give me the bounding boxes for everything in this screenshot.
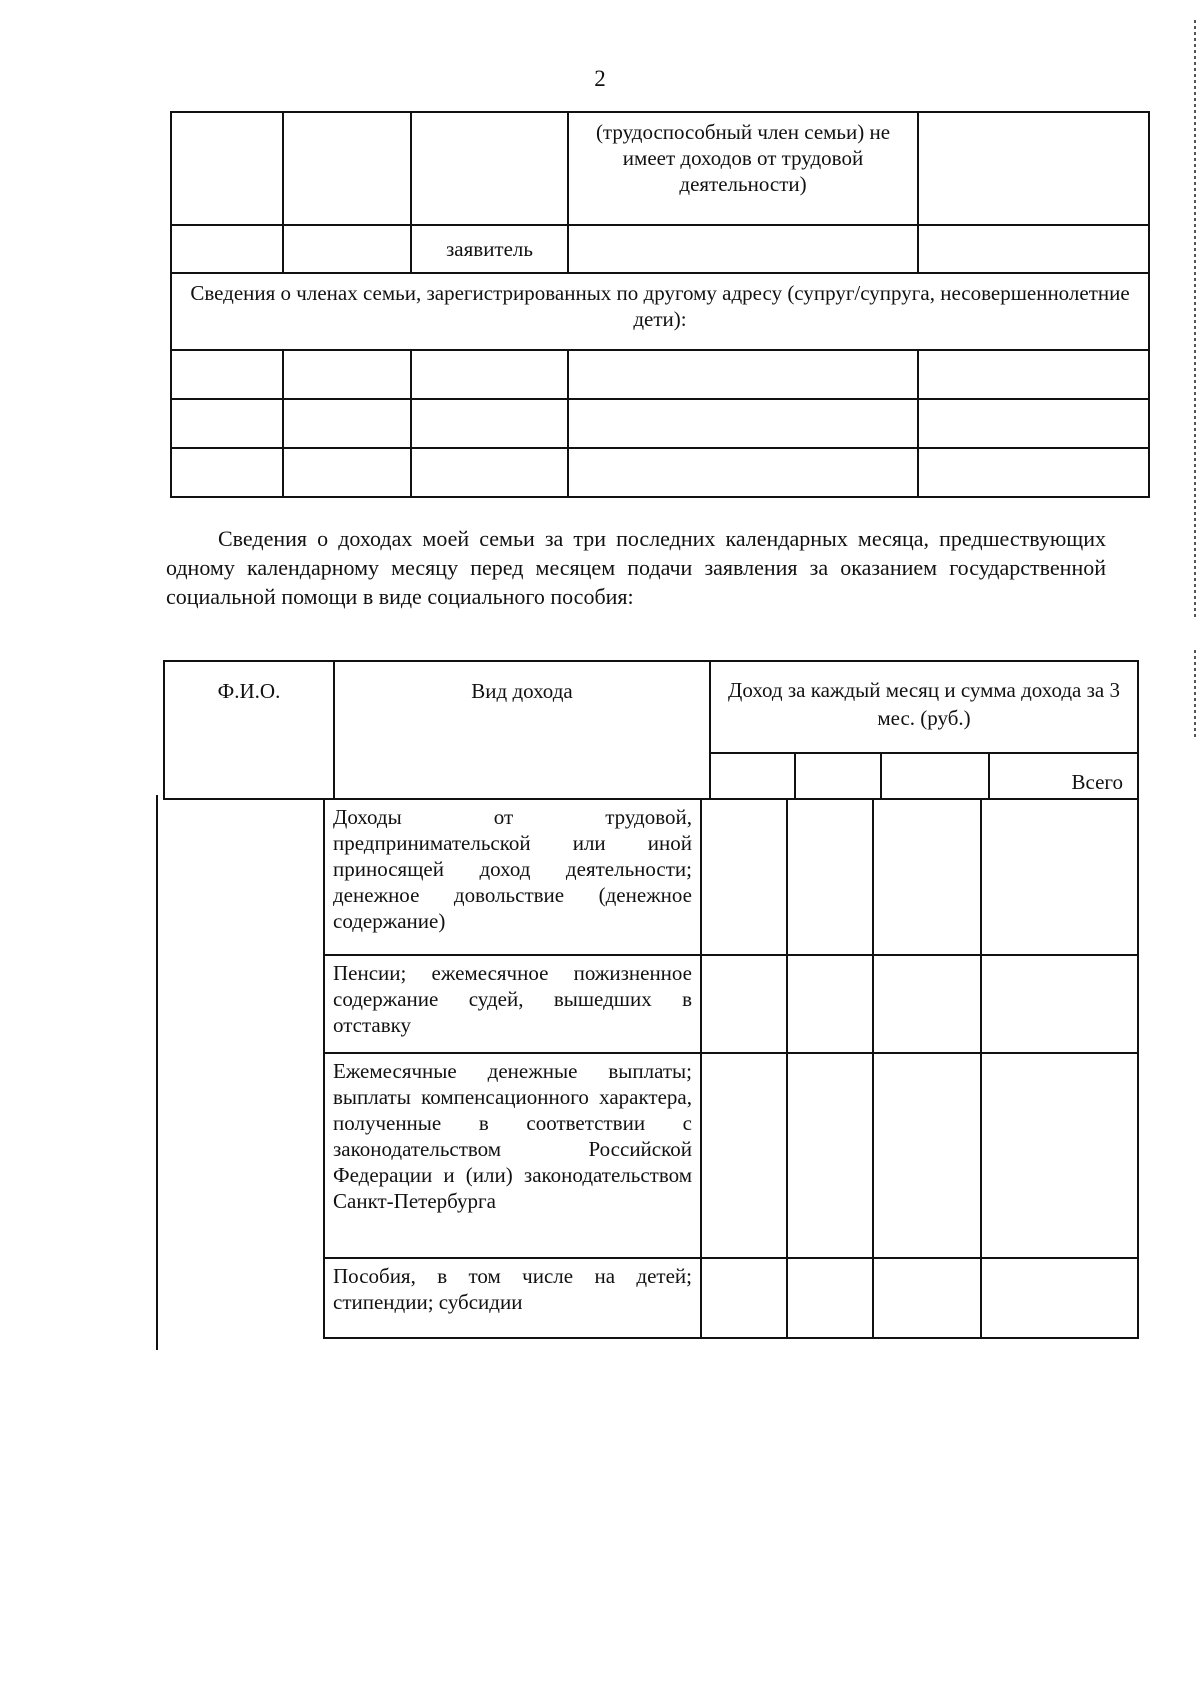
income-type-cell: Доходы от трудовой, предпринимательской или иной приносящей доход деятельности; денежное довольствие (денежное содержание) — [324, 799, 701, 955]
income-intro-paragraph: Сведения о доходах моей семьи за три последних календарных месяца, предшествующих одному календарному месяцу перед месяцем подачи заявления за оказанием государственной социальной помощи в виде социального пособия: — [166, 526, 1106, 609]
income-table-body — [323, 798, 1139, 1339]
table-cell[interactable] — [411, 112, 568, 225]
table-cell[interactable] — [701, 799, 787, 955]
table-cell[interactable] — [171, 399, 283, 448]
table-cell[interactable] — [568, 399, 918, 448]
table-cell[interactable] — [981, 955, 1138, 1053]
table-row — [164, 661, 1138, 753]
month-header-cell[interactable] — [710, 753, 795, 799]
column-header-fio: Ф.И.О. — [164, 661, 334, 799]
table-cell[interactable] — [787, 955, 873, 1053]
table-row — [324, 955, 1138, 1053]
table-cell[interactable] — [171, 112, 283, 225]
table-cell[interactable] — [283, 350, 411, 399]
table-cell[interactable] — [873, 799, 981, 955]
scan-margin-mark — [1194, 650, 1196, 740]
table-row — [171, 448, 1149, 497]
table-cell[interactable] — [568, 225, 918, 273]
column-header-income-type: Вид дохода — [334, 661, 710, 799]
table-row — [324, 1258, 1138, 1338]
month-header-cell[interactable] — [881, 753, 989, 799]
table-cell[interactable] — [873, 1258, 981, 1338]
table-cell[interactable] — [918, 448, 1149, 497]
table-cell[interactable] — [787, 799, 873, 955]
table-row — [171, 273, 1149, 350]
income-type-cell: Пенсии; ежемесячное пожизненное содержание судей, вышедших в отставку — [324, 955, 701, 1053]
table-cell[interactable] — [411, 448, 568, 497]
table-row — [171, 112, 1149, 225]
table-cell[interactable] — [981, 1053, 1138, 1258]
income-table-header — [163, 660, 1139, 800]
applicant-label: заявитель — [411, 225, 568, 273]
month-header-cell[interactable] — [795, 753, 881, 799]
table-cell[interactable] — [701, 1053, 787, 1258]
table-cell[interactable] — [918, 225, 1149, 273]
column-header-total: Всего — [989, 753, 1138, 799]
family-member-note: (трудоспособный член семьи) не имеет доходов от трудовой деятельности) — [568, 112, 918, 225]
table-cell[interactable] — [171, 448, 283, 497]
table-cell[interactable] — [918, 112, 1149, 225]
section-heading: Сведения о членах семьи, зарегистрированных по другому адресу (супруг/супруга, несовершеннолетние дети): — [171, 273, 1149, 350]
table-cell[interactable] — [283, 399, 411, 448]
scan-margin-mark — [1194, 20, 1196, 620]
income-type-cell: Пособия, в том числе на детей; стипендии; субсидии — [324, 1258, 701, 1338]
page-number: 2 — [594, 66, 606, 91]
table-cell[interactable] — [568, 448, 918, 497]
table-cell[interactable] — [873, 1053, 981, 1258]
income-type-cell: Ежемесячные денежные выплаты; выплаты компенсационного характера, полученные в соответствии с законодательством Российской Федерации и (или) законодательством Санкт-Петербурга — [324, 1053, 701, 1258]
table-cell[interactable] — [981, 1258, 1138, 1338]
table-cell[interactable] — [873, 955, 981, 1053]
column-header-amount: Доход за каждый месяц и сумма дохода за 3 мес. (руб.) — [710, 661, 1138, 753]
table-cell[interactable] — [411, 350, 568, 399]
table-cell[interactable] — [171, 350, 283, 399]
table-row — [171, 350, 1149, 399]
table-cell[interactable] — [918, 399, 1149, 448]
table-row — [171, 399, 1149, 448]
table-cell[interactable] — [701, 1258, 787, 1338]
table-cell[interactable] — [283, 112, 411, 225]
table-cell[interactable] — [981, 799, 1138, 955]
family-members-table — [170, 111, 1150, 498]
fio-column-border — [156, 795, 158, 1350]
table-row — [171, 225, 1149, 273]
table-cell[interactable] — [171, 225, 283, 273]
table-cell[interactable] — [568, 350, 918, 399]
table-cell[interactable] — [411, 399, 568, 448]
table-cell[interactable] — [283, 448, 411, 497]
table-row — [324, 799, 1138, 955]
table-cell[interactable] — [787, 1053, 873, 1258]
table-row — [324, 1053, 1138, 1258]
table-cell[interactable] — [918, 350, 1149, 399]
table-cell[interactable] — [787, 1258, 873, 1338]
table-cell[interactable] — [701, 955, 787, 1053]
table-cell[interactable] — [283, 225, 411, 273]
